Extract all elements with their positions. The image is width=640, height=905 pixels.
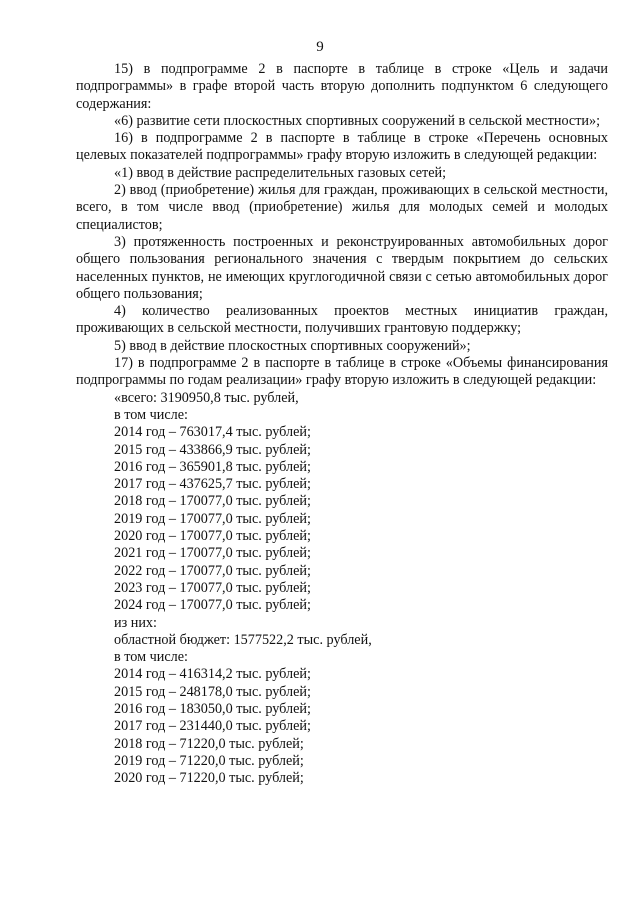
paragraph-16: 16) в подпрограмме 2 в паспорте в таблице в строке «Перечень основных целевых показателей подпрограммы» графу вторую изложить в следующей редакции: xyxy=(76,130,608,164)
paragraph-17: 17) в подпрограмме 2 в паспорте в таблице в строке «Объемы финансирования подпрограммы по годам реализации» графу вторую изложить в следующей редакции: xyxy=(76,355,608,389)
paragraph-16-item-3: 3) протяженность построенных и реконструированных автомобильных дорог общего пользования регионального значения с твердым покрытием до сельских населенных пунктов, не имеющих круглогодичной связи с сетью автомобильных дорог общего пользования; xyxy=(76,233,608,302)
financing-including: в том числе: xyxy=(114,406,188,423)
financing-year-line: 2014 год – 763017,4 тыс. рублей; xyxy=(114,424,311,441)
paragraph-15: 15) в подпрограмме 2 в паспорте в таблице в строке «Цель и задачи подпрограммы» в графе второй часть вторую дополнить подпунктом 6 следующего содержания: xyxy=(76,61,608,112)
regional-year-line: 2017 год – 231440,0 тыс. рублей; xyxy=(114,718,311,735)
financing-year-line: 2017 год – 437625,7 тыс. рублей; xyxy=(114,476,311,493)
financing-year-line: 2016 год – 365901,8 тыс. рублей; xyxy=(114,458,311,475)
page-number: 9 xyxy=(316,39,324,55)
financing-list xyxy=(76,390,608,788)
financing-year-line: 2020 год – 170077,0 тыс. рублей; xyxy=(114,528,311,545)
financing-of-which: из них: xyxy=(114,614,157,631)
regional-budget-total: областной бюджет: 1577522,2 тыс. рублей, xyxy=(114,631,372,648)
financing-year-line: 2015 год – 433866,9 тыс. рублей; xyxy=(114,441,311,458)
document-body xyxy=(76,61,608,787)
regional-year-line: 2016 год – 183050,0 тыс. рублей; xyxy=(114,700,311,717)
financing-year-line: 2023 год – 170077,0 тыс. рублей; xyxy=(114,579,311,596)
regional-year-line: 2015 год – 248178,0 тыс. рублей; xyxy=(114,683,311,700)
regional-year-line: 2019 год – 71220,0 тыс. рублей; xyxy=(114,752,304,769)
financing-year-line: 2024 год – 170077,0 тыс. рублей; xyxy=(114,597,311,614)
paragraph-16-item-4: 4) количество реализованных проектов местных инициатив граждан, проживающих в сельской местности, получивших грантовую поддержку; xyxy=(76,303,608,337)
regional-budget-including: в том числе: xyxy=(114,649,188,666)
paragraph-16-item-5: 5) ввод в действие плоскостных спортивных сооружений»; xyxy=(114,337,471,354)
paragraph-16-item-1: «1) ввод в действие распределительных газовых сетей; xyxy=(114,164,447,181)
financing-year-line: 2019 год – 170077,0 тыс. рублей; xyxy=(114,510,311,527)
financing-total: «всего: 3190950,8 тыс. рублей, xyxy=(114,389,299,406)
paragraph-16-item-2: 2) ввод (приобретение) жилья для граждан, проживающих в сельской местности, всего, в том числе ввод (приобретение) жилья для молодых семей и молодых специалистов; xyxy=(76,182,608,233)
financing-year-line: 2018 год – 170077,0 тыс. рублей; xyxy=(114,493,311,510)
regional-year-line: 2014 год – 416314,2 тыс. рублей; xyxy=(114,666,311,683)
regional-year-line: 2020 год – 71220,0 тыс. рублей; xyxy=(114,770,304,787)
financing-year-line: 2022 год – 170077,0 тыс. рублей; xyxy=(114,562,311,579)
paragraph-15-text: «6) развитие сети плоскостных спортивных сооружений в сельской местности»; xyxy=(114,112,601,129)
financing-year-line: 2021 год – 170077,0 тыс. рублей; xyxy=(114,545,311,562)
regional-year-line: 2018 год – 71220,0 тыс. рублей; xyxy=(114,735,304,752)
